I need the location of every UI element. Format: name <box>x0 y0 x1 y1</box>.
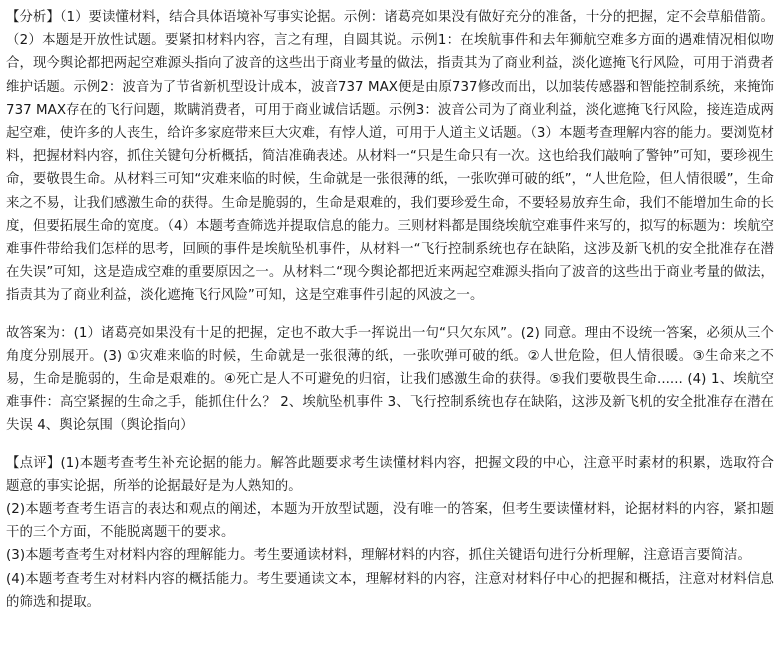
analysis-text: （1）要读懂材料，结合具体语境补写事实论据。示例：诸葛亮如果没有做好充分的准备，十分的把握，定不会草船借箭。（2）本题是开放性试题。要紧扣材料内容，言之有理，自圆其说。示例1：在埃航事件和去年狮航空难多方面的遇难情况相似吻合，现今舆论都把两起空难源头指向了波音的这些出于商业考量的做法，指责其为了商业利益，淡化遮掩飞行风险，可用于消费者维护话题。示例2：波音为了节省新机型设计成本，波音737 MAX便是由原737修改而出，以加装传感器和智能控制系统，来掩饰737 MAX存在的飞行问题，欺瞒消费者，可用于商业诚信话题。示例3：波音公司为了商业利益，淡化遮掩飞行风险，接连造成两起空难，使许多的人丧生，给许多家庭带来巨大灾难，有悖人道，可用于人道主义话题。（3）本题考查理解内容的能力。要浏览材料，把握材料内容，抓住关键句分析概括，简洁准确表述。从材料一“只是生命只有一次。这也给我们敲响了警钟”可知，要珍视生命，要敬畏生命。从材料三可知“灾难来临的时候，生命就是一张很薄的纸，一张吹弹可破的纸”，“人世危险，但人情很暖”，生命来之不易，让我们感激生命的获得。生命是脆弱的，生命是艰难的，我们要珍爱生命，不要轻易放弃生命，我们不能增加生命的长度，但要拓展生命的宽度。（4）本题考查筛选并提取信息的能力。三则材料都是围绕埃航空难事件来写的，拟写的标题为：埃航空难事件带给我们怎样的思考，回顾的事件是埃航坠机事件，从材料一“飞行控制系统也存在缺陷，这涉及新飞机的安全批准存在潜在失误”可知，这是造成空难的重要原因之一。从材料二“现今舆论都把近来两起空难源头指向了波音的这些出于商业考量的做法，指责其为了商业利益，淡化遮掩飞行风险”可知，这是空难事件引起的风波之一。 <box>6 10 774 304</box>
section-divider <box>6 438 774 452</box>
section-divider <box>6 308 774 322</box>
comment-section <box>6 452 774 614</box>
answer-text: 故答案为：(1）诸葛亮如果没有十足的把握，定也不敢大手一挥说出一句“只欠东风”。(2) 同意。理由不设统一答案，必须从三个角度分别展开。(3) ①灾难来临的时候，生命就是一张很薄的纸，一张吹弹可破的纸。②人世危险，但人情很暖。③生命来之不易，生命是脆弱的，生命是艰难的。④死亡是人不可避免的归宿，让我们感激生命的获得。⑤我们要敬畏生命...... (4) 1、埃航空难事件：高空紧握的生命之手，能抓住什么？ 2、埃航坠机事件 3、飞行控制系统也存在缺陷，这涉及新飞机的安全批准存在潜在失误 4、舆论氛围（舆论指向） <box>6 325 774 434</box>
comment-line-1: (1)本题考查考生补充论据的能力。解答此题要求考生读懂材料内容，把握文段的中心，注意平时素材的积累，选取符合题意的事实论据，所举的论据最好是为人熟知的。 <box>6 455 774 494</box>
comment-tag: 【点评】 <box>6 455 61 471</box>
comment-line-2: (2)本题考查考生语言的表达和观点的阐述，本题为开放型试题，没有唯一的答案，但考生要读懂材料，论据材料的内容，紧扣题干的三个方面，不能脱离题干的要求。 <box>6 502 774 541</box>
analysis-tag: 【分析】 <box>6 10 60 25</box>
comment-line-4: (4)本题考查考生对材料内容的概括能力。考生要通读文本，理解材料的内容，注意对材料仔中心的把握和概括，注意对材料信息的筛选和提取。 <box>6 571 774 610</box>
analysis-section <box>6 6 774 308</box>
comment-line-3: (3)本题考查考生对材料内容的理解能力。考生要通读材料，理解材料的内容，抓住关键语句进行分析理解，注意语言要简洁。 <box>6 548 751 564</box>
answer-section <box>6 322 774 438</box>
